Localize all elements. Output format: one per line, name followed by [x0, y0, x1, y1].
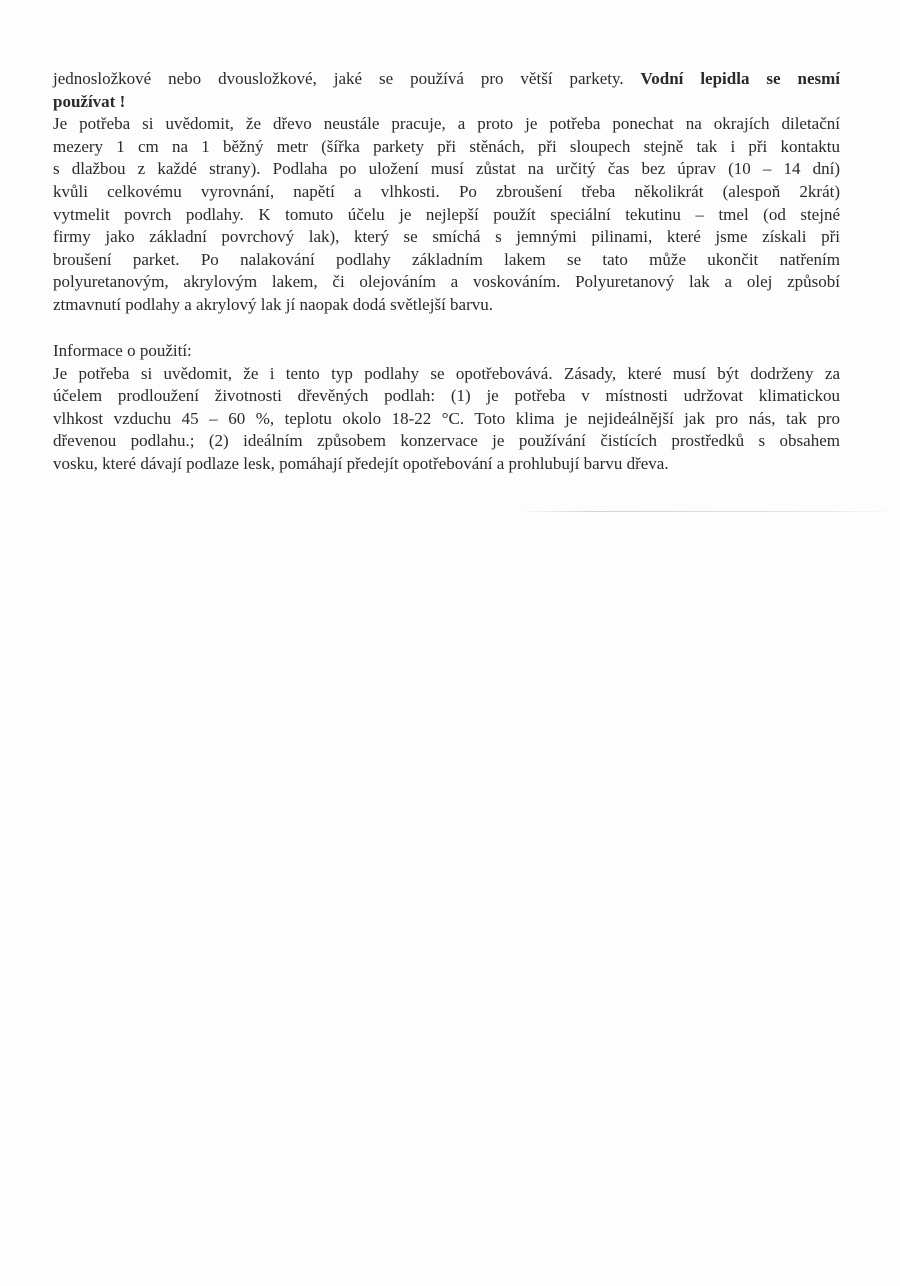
paragraph-line: broušení parket. Po nalakování podlahy základním lakem se tato může ukončit natřením	[53, 249, 840, 269]
paragraph-line: mezery 1 cm na 1 běžný metr (šířka parkety při stěnách, při sloupech stejně tak i při kontaktu	[53, 136, 840, 156]
paragraph-line: vlhkost vzduchu 45 – 60 %, teplotu okolo 18-22 °C. Toto klima je nejideálnější jak pro nás, tak pro	[53, 408, 840, 428]
paragraph-line: Je potřeba si uvědomit, že i tento typ podlahy se opotřebovává. Zásady, které musí být dodrženy za	[53, 363, 840, 383]
paragraph-floor-care	[53, 68, 840, 317]
paragraph-line: dřevenou podlahu.; (2) ideálním způsobem konzervace je používání čistících prostředků s obsahem	[53, 431, 840, 451]
paragraph-line: účelem prodloužení životnosti dřevěných podlah: (1) je potřeba v místnosti udržovat klimatickou	[53, 386, 840, 406]
warning-text: Vodní lepidla se nesmí	[640, 69, 840, 88]
paragraph-line	[53, 68, 840, 91]
paragraph-usage-info	[53, 340, 840, 476]
paragraph-line: vytmelit povrch podlahy. K tomuto účelu je nejlepší použít speciální tekutinu – tmel (od stejné	[53, 204, 840, 224]
paragraph-line: polyuretanovým, akrylovým lakem, či olejováním a voskováním. Polyuretanový lak a olej způsobí	[53, 272, 840, 292]
warning-text-continued: používat !	[53, 91, 126, 111]
text-run: jednosložkové nebo dvousložkové, jaké se používá pro větší parkety.	[53, 69, 624, 88]
section-heading: Informace o použití:	[53, 341, 192, 360]
paragraph-line: ztmavnutí podlahy a akrylový lak jí naopak dodá světlejší barvu.	[53, 294, 493, 314]
paragraph-line: Je potřeba si uvědomit, že dřevo neustále pracuje, a proto je potřeba ponechat na okrajích diletační	[53, 114, 840, 134]
paragraph-line: s dlažbou z každé strany). Podlaha po uložení musí zůstat na určitý čas bez úprav (10 – 14 dní)	[53, 159, 840, 179]
scan-artifact-line	[518, 511, 898, 512]
paragraph-line: vosku, které dávají podlaze lesk, pomáhají předejít opotřebování a prohlubují barvu dřeva.	[53, 453, 669, 473]
paragraph-line: kvůli celkovému vyrovnání, napětí a vlhkosti. Po zbroušení třeba několikrát (alespoň 2krát)	[53, 181, 840, 201]
paragraph-line: firmy jako základní povrchový lak), který se smíchá s jemnými pilinami, které jsme získali při	[53, 227, 840, 247]
